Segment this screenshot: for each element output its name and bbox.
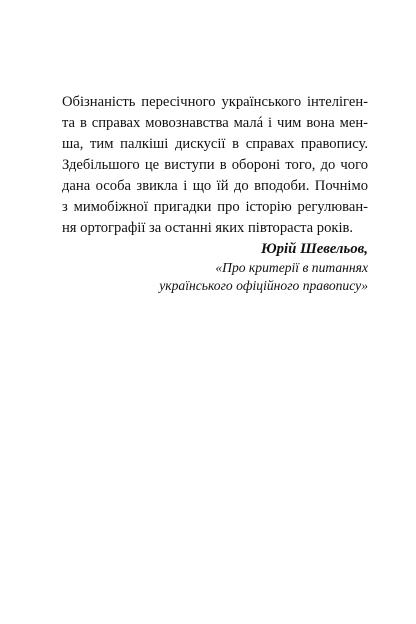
epigraph-line: Здебільшого це виступи в обороні того, до чого (62, 157, 368, 173)
epigraph-line: Обізнаність пересічного українського інтеліген- (62, 94, 368, 110)
attribution-author: Юрій Шевельов, (261, 241, 368, 257)
epigraph-line: ша, тим палкіші дискусії в справах правопису. (62, 136, 368, 152)
epigraph-attribution (159, 239, 368, 295)
epigraph-line: ня ортографії за останні яких півтораста років. (62, 220, 354, 236)
epigraph-line: та в справах мовознавства малá і чим вона мен- (62, 115, 368, 131)
epigraph-paragraph (62, 92, 368, 239)
attribution-source-line: українського офіційного правопису» (159, 278, 368, 293)
epigraph-line: з мимобіжної пригадки про історію регулюван- (62, 199, 368, 215)
epigraph-text (62, 92, 368, 239)
attribution-source-line: «Про критерії в питаннях (215, 260, 368, 275)
epigraph-line: дана особа звикла і що їй до вподоби. Почнімо (62, 178, 368, 194)
